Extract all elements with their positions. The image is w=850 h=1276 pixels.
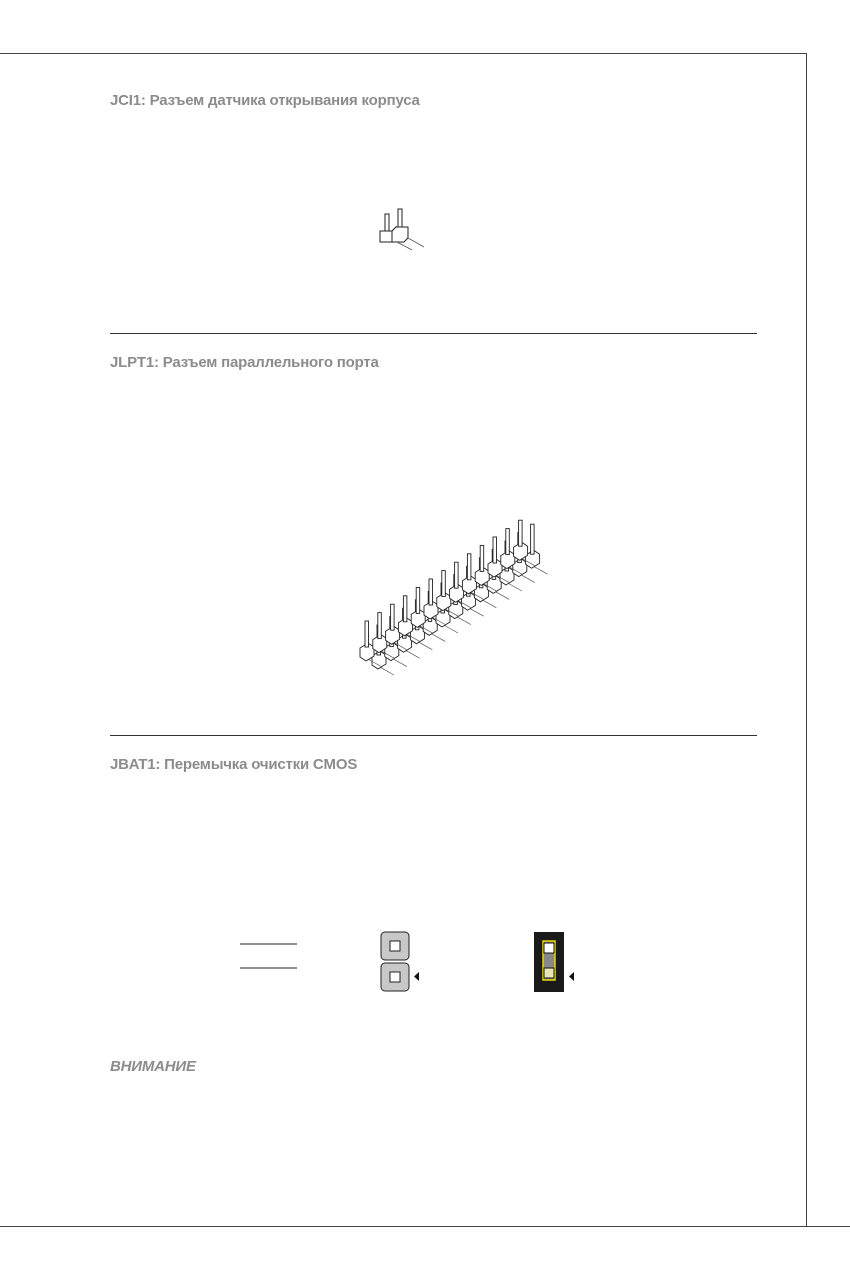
- page-frame-bottom: [0, 1226, 850, 1227]
- section-divider: [110, 333, 757, 334]
- section-divider: [110, 735, 757, 736]
- jbat1-jumper-open: [378, 930, 428, 994]
- jbat1-label-lines: [238, 940, 300, 972]
- page-frame-right: [806, 53, 807, 1227]
- lpt-pin: [526, 524, 548, 574]
- section-title-jbat1: JBAT1: Перемычка очистки CMOS: [110, 756, 358, 773]
- warning-title: ВНИМАНИЕ: [110, 1058, 196, 1075]
- jbat1-jumper-shorted: [530, 930, 582, 994]
- jlpt1-connector-diagram: [330, 530, 570, 680]
- jci1-connector-diagram: [370, 200, 440, 270]
- page-frame-top: [0, 53, 807, 54]
- section-title-jci1: JCI1: Разъем датчика открывания корпуса: [110, 92, 420, 109]
- section-title-jlpt1: JLPT1: Разъем параллельного порта: [110, 354, 379, 371]
